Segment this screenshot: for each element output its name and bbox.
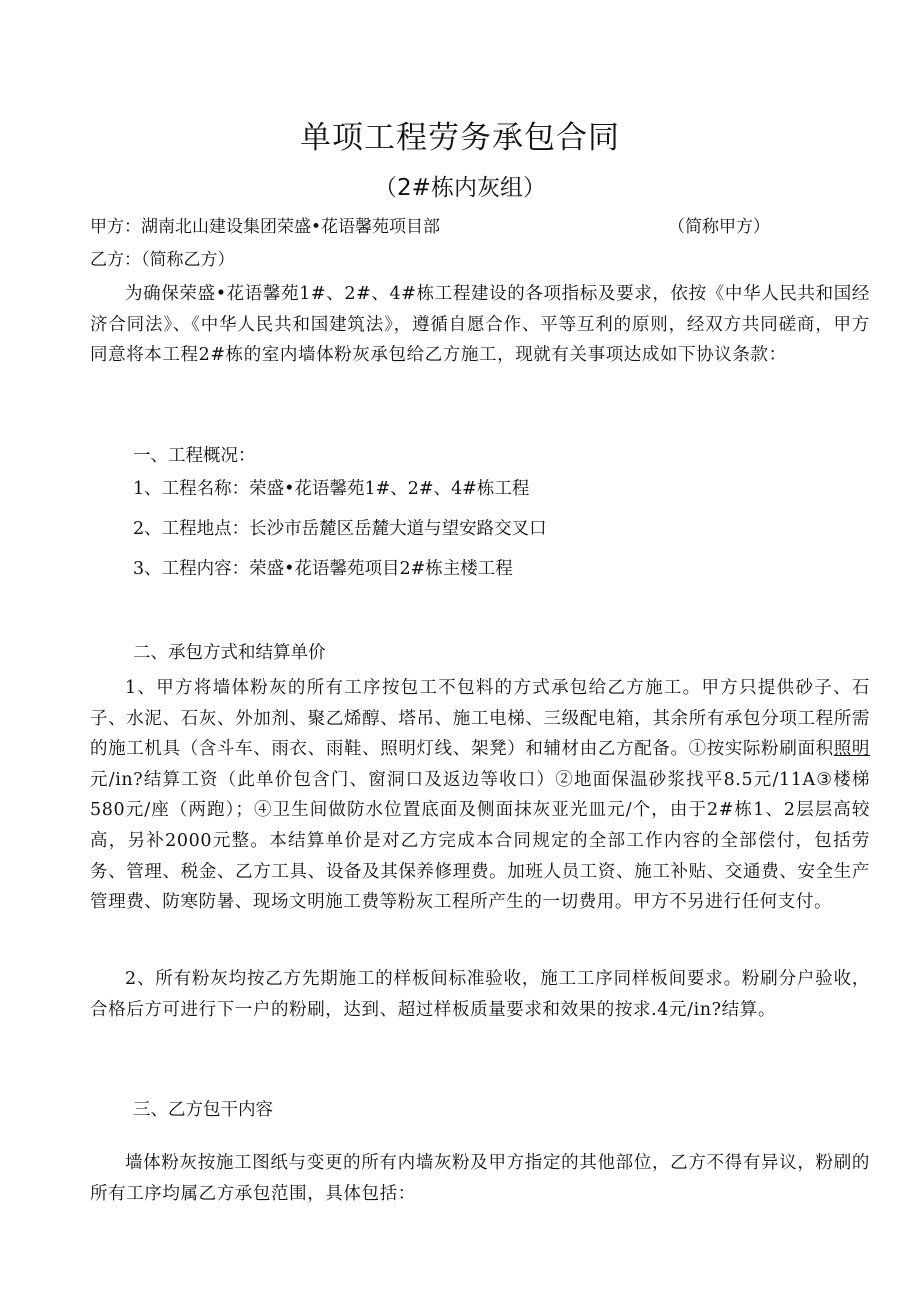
section3-paragraph-1: 墙体粉灰按施工图纸与变更的所有内墙灰粉及甲方指定的其他部位，乙方不得有异议，粉刷的所有工序均属乙方承包范围，具体包括： bbox=[90, 1153, 870, 1204]
section1-item-name: 1、工程名称：荣盛•花语馨苑1#、2#、4#栋工程 bbox=[133, 479, 530, 499]
section2-p1-before: 1、甲方将墙体粉灰的所有工序按包工不包料的方式承包给乙方施工。甲方只提供砂子、石子、水泥、石灰、外加剂、聚乙烯醇、塔吊、施工电梯、三级配电箱，其余所有承包分项工程所需的施工机具（含斗车、雨衣、雨鞋、照明灯线、架凳）和辅材由乙方配备。①按实际粉刷面积 bbox=[90, 678, 870, 760]
section2-p1-underlined: 照明 bbox=[833, 739, 870, 760]
section3-heading: 三、乙方包干内容 bbox=[133, 1100, 273, 1120]
party-a-line: 甲方：湖南北山建设集团荣盛•花语馨苑项目部 bbox=[90, 217, 441, 237]
party-a-short-name: （简称甲方） bbox=[668, 217, 770, 237]
section1-item-location: 2、工程地点：长沙市岳麓区岳麓大道与望安路交叉口 bbox=[133, 519, 547, 539]
section1-item-content: 3、工程内容：荣盛•花语馨苑项目2#栋主楼工程 bbox=[133, 559, 513, 579]
party-b-line: 乙方：（简称乙方） bbox=[90, 250, 235, 270]
section1-heading: 一、工程概况： bbox=[133, 446, 256, 466]
section2-paragraph-2: 2、所有粉灰均按乙方先期施工的样板间标准验收，施工工序同样板间要求。粉刷分户验收，合格后方可进行下一户的粉刷，达到、超过样板质量要求和效果的按求.4元/in?结算。 bbox=[90, 969, 870, 1020]
intro-paragraph: 为确保荣盛•花语馨苑1#、2#、4#栋工程建设的各项指标及要求，依按《中华人民共和国经济合同法》、《中华人民共和国建筑法》，遵循自愿合作、平等互利的原则，经双方共同磋商，甲方同意将本工程2#栋的室内墙体粉灰承包给乙方施工，现就有关事项达成如下协议条款： bbox=[90, 284, 870, 366]
section2-p1-after: 元/in?结算工资（此单价包含门、窗洞口及返边等收口）②地面保温砂浆找平8.5元/11A③楼梯580元/座（两跑）；④卫生间做防水位置底面及侧面抹灰亚光皿元/个，由于2#栋1、2层层高较高，另补2000元整。本结算单价是对乙方完成本合同规定的全部工作内容的全部偿付，包括劳务、管理、税金、乙方工具、设备及其保养修理费。加班人员工资、施工补贴、交通费、安全生产管理费、防寒防暑、现场文明施工费等粉灰工程所产生的一切费用。甲方不另进行任何支付。 bbox=[90, 769, 870, 913]
section2-paragraph-1 bbox=[90, 673, 870, 918]
document-title: 单项工程劳务承包合同 bbox=[300, 120, 620, 156]
document-subtitle: （2#栋内灰组） bbox=[374, 175, 546, 201]
section2-heading: 二、承包方式和结算单价 bbox=[133, 643, 326, 663]
